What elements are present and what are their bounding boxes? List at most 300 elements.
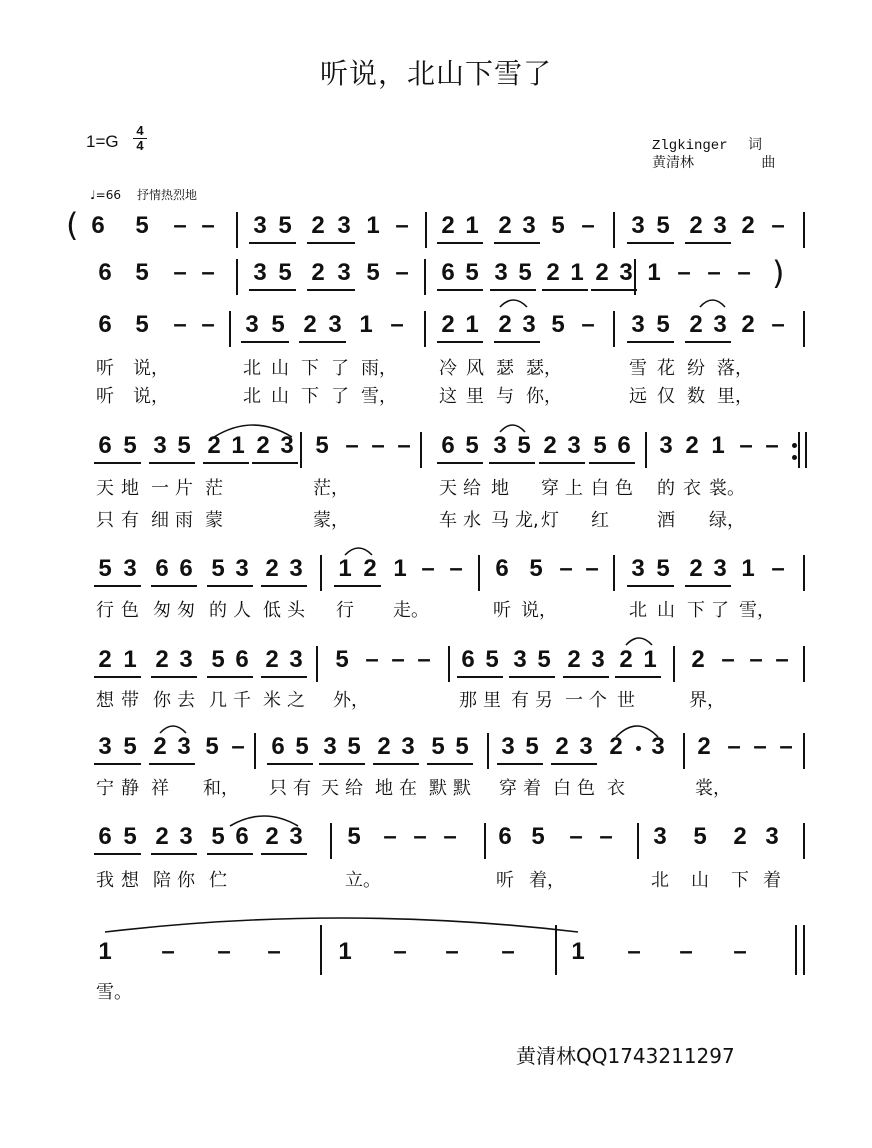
open-parenthesis: ( <box>66 206 79 244</box>
note: – <box>267 938 281 965</box>
composer-name: 黄清林 <box>652 156 694 172</box>
lyric-syllable: 色 <box>121 600 139 621</box>
note: 5 <box>211 646 225 673</box>
lyric-syllable: 花 <box>657 358 675 379</box>
note: – <box>771 212 785 239</box>
note: 5 <box>529 555 543 582</box>
lyric-syllable: 茫， <box>313 478 349 499</box>
lyric-syllable: 灯 <box>541 510 559 531</box>
note: 2 <box>311 212 325 239</box>
note: 3 <box>337 259 351 286</box>
note: – <box>201 212 215 239</box>
note: 2 <box>689 212 703 239</box>
note: 1 <box>465 311 479 338</box>
note: 6 <box>235 646 249 673</box>
lyric-syllable: 地 <box>491 478 509 499</box>
note: 6 <box>155 555 169 582</box>
lyric-syllable: 远 <box>629 386 647 407</box>
note: 5 <box>551 212 565 239</box>
lyric-syllable: 默 <box>453 778 471 799</box>
note: 2 <box>697 733 711 760</box>
note: 2 <box>691 646 705 673</box>
lyric-syllable: 酒 <box>657 510 675 531</box>
note: 5 <box>656 311 670 338</box>
lyric-syllable: 之 <box>287 690 305 711</box>
note: 2 <box>543 432 557 459</box>
lyric-syllable: 听 <box>493 600 511 621</box>
note: 5 <box>135 311 149 338</box>
note: 6 <box>441 432 455 459</box>
lyric-syllable: 里 <box>466 386 484 407</box>
note: 5 <box>465 259 479 286</box>
lyric-syllable: 山 <box>271 386 289 407</box>
lyric-syllable: 外， <box>333 690 369 711</box>
note: 6 <box>441 259 455 286</box>
lyric-syllable: 的 <box>209 600 227 621</box>
lyric-syllable: 听 <box>96 358 114 379</box>
note: – <box>417 646 431 673</box>
note: 5 <box>335 646 349 673</box>
lyric-syllable: 立。 <box>345 870 381 891</box>
lyric-syllable: 界， <box>689 690 725 711</box>
note: 2 <box>595 259 609 286</box>
note: 1 <box>571 938 585 965</box>
note: – <box>721 646 735 673</box>
note: – <box>173 311 187 338</box>
note: – <box>775 646 789 673</box>
note: 2 <box>689 555 703 582</box>
note: 3 <box>235 555 249 582</box>
lyric-syllable: 穿 <box>541 478 559 499</box>
note: 3 <box>765 823 779 850</box>
note: 2 <box>733 823 747 850</box>
note: – <box>371 432 385 459</box>
lyric-syllable: 几 <box>209 690 227 711</box>
note: 1 <box>647 259 661 286</box>
lyric-syllable: 说， <box>521 600 557 621</box>
lyric-syllable: 茫 <box>205 478 223 499</box>
note: 3 <box>713 555 727 582</box>
note: 5 <box>295 733 309 760</box>
note: 5 <box>485 646 499 673</box>
lyricist-name: Zlgkinger <box>652 138 728 154</box>
note: 6 <box>235 823 249 850</box>
note: 2 <box>155 646 169 673</box>
note: – <box>627 938 641 965</box>
note: 6 <box>271 733 285 760</box>
lyric-syllable: 听 <box>496 870 514 891</box>
note: 2 <box>153 733 167 760</box>
note: – <box>599 823 613 850</box>
lyric-syllable: 说， <box>133 358 169 379</box>
lyric-syllable: 雪 <box>629 358 647 379</box>
tempo-value: ♩=66 <box>90 188 121 202</box>
lyric-syllable: 蒙， <box>313 510 349 531</box>
note: – <box>749 646 763 673</box>
note: – <box>559 555 573 582</box>
slur-mark <box>500 300 527 307</box>
note: – <box>173 259 187 286</box>
key-signature: 1=G <box>86 132 119 151</box>
lyric-syllable: 里， <box>717 386 753 407</box>
note: – <box>585 555 599 582</box>
note: – <box>581 311 595 338</box>
note: 3 <box>631 555 645 582</box>
note: 5 <box>693 823 707 850</box>
time-signature-bottom: 4 <box>133 138 147 153</box>
note: 5 <box>177 432 191 459</box>
note: 1 <box>98 938 112 965</box>
lyric-syllable: 想 <box>96 690 114 711</box>
slur-mark <box>345 548 372 555</box>
note: 3 <box>493 432 507 459</box>
note: – <box>739 432 753 459</box>
note: 2 <box>441 212 455 239</box>
note: 6 <box>98 311 112 338</box>
note: – <box>581 212 595 239</box>
note: 2 <box>265 646 279 673</box>
note: 3 <box>253 259 267 286</box>
note: 1 <box>465 212 479 239</box>
note: 3 <box>123 555 137 582</box>
lyric-syllable: 北 <box>629 600 647 621</box>
lyric-syllable: 地 <box>121 478 139 499</box>
note: 3 <box>280 432 294 459</box>
lyric-syllable: 落， <box>717 358 753 379</box>
note: 2 <box>363 555 377 582</box>
lyric-syllable: 裳， <box>695 778 731 799</box>
lyric-syllable: 色 <box>577 778 595 799</box>
note: 5 <box>123 823 137 850</box>
note: – <box>707 259 721 286</box>
time-signature-top: 4 <box>136 123 144 138</box>
footer-contact: 黄清林QQ1743211297 <box>516 1044 735 1068</box>
lyric-syllable: 山 <box>271 358 289 379</box>
lyric-syllable: 山 <box>657 600 675 621</box>
note: 2 <box>498 311 512 338</box>
note: – <box>397 432 411 459</box>
lyric-syllable: 有 <box>121 510 139 531</box>
note: 5 <box>135 259 149 286</box>
lyric-syllable: 说， <box>133 386 169 407</box>
lyric-syllable: 低 <box>263 600 281 621</box>
note: 5 <box>431 733 445 760</box>
note: 6 <box>98 823 112 850</box>
note: – <box>413 823 427 850</box>
note: – <box>501 938 515 965</box>
note: – <box>569 823 583 850</box>
slur-mark <box>626 638 652 645</box>
note: 3 <box>323 733 337 760</box>
note: 2 <box>609 733 623 760</box>
lyric-syllable: 这 <box>439 386 457 407</box>
lyric-syllable: 你 <box>177 870 195 891</box>
note: – <box>395 212 409 239</box>
note: – <box>201 311 215 338</box>
lyric-syllable: 有 <box>293 778 311 799</box>
note: 1 <box>231 432 245 459</box>
note: 5 <box>518 259 532 286</box>
lyric-syllable: 匆 <box>153 600 171 621</box>
note: 3 <box>591 646 605 673</box>
lyric-syllable: 穿 <box>499 778 517 799</box>
page-title: 听说，北山下雪了 <box>319 57 552 90</box>
lyric-syllable: 在 <box>399 778 417 799</box>
lyric-syllable: 色 <box>615 478 633 499</box>
lyric-syllable: 与 <box>496 386 514 407</box>
lyric-syllable: 下 <box>731 870 749 891</box>
lyric-syllable: 祥 <box>151 778 169 799</box>
lyric-syllable: 着， <box>529 870 565 891</box>
lyric-syllable: 下 <box>301 358 319 379</box>
note: 2 <box>685 432 699 459</box>
note: 2 <box>689 311 703 338</box>
note: 2 <box>498 212 512 239</box>
note: – <box>421 555 435 582</box>
lyric-syllable: 一 <box>565 690 583 711</box>
lyric-syllable: 给 <box>463 478 481 499</box>
note: – <box>771 555 785 582</box>
note: – <box>449 555 463 582</box>
note: 3 <box>713 311 727 338</box>
note: 5 <box>135 212 149 239</box>
lyric-syllable: 了 <box>331 386 349 407</box>
note: 5 <box>593 432 607 459</box>
note: 2 <box>619 646 633 673</box>
lyric-syllable: 的 <box>657 478 675 499</box>
slur-mark <box>105 918 578 932</box>
lyric-syllable: 白 <box>553 778 571 799</box>
lyric-syllable: 数 <box>687 386 705 407</box>
note: 5 <box>211 823 225 850</box>
lyric-syllable: 雪。 <box>96 982 132 1003</box>
slur-mark <box>500 425 525 432</box>
note: – <box>201 259 215 286</box>
lyric-syllable: 雪， <box>739 600 775 621</box>
lyric-syllable: 雨， <box>361 358 397 379</box>
lyric-syllable: 马 <box>491 510 509 531</box>
lyric-syllable: 行 <box>96 600 114 621</box>
lyric-syllable: 白 <box>591 478 609 499</box>
note: 6 <box>495 555 509 582</box>
note: – <box>161 938 175 965</box>
note: 2 <box>256 432 270 459</box>
note: 2 <box>303 311 317 338</box>
note: – <box>771 311 785 338</box>
note: 6 <box>98 259 112 286</box>
note: – <box>395 259 409 286</box>
note: 2 <box>377 733 391 760</box>
note: 2 <box>265 823 279 850</box>
note: 3 <box>653 823 667 850</box>
lyric-syllable: 另 <box>535 690 553 711</box>
note: 3 <box>177 733 191 760</box>
lyric-syllable: 北 <box>651 870 669 891</box>
note: 5 <box>347 733 361 760</box>
lyric-syllable: 仅 <box>657 386 675 407</box>
note: 5 <box>455 733 469 760</box>
lyric-syllable: 车 <box>439 510 457 531</box>
lyric-syllable: 地 <box>375 778 393 799</box>
lyric-syllable: 风 <box>466 358 484 379</box>
lyric-syllable: 只 <box>269 778 287 799</box>
lyric-syllable: 了 <box>331 358 349 379</box>
lyric-syllable: 裳。 <box>709 478 745 499</box>
note: 1 <box>741 555 755 582</box>
note: – <box>173 212 187 239</box>
lyric-syllable: 龙, <box>515 510 539 531</box>
note: – <box>733 938 747 965</box>
expression-marking: 抒情热烈地 <box>136 188 197 202</box>
lyric-syllable: 千 <box>233 690 251 711</box>
lyric-syllable: 听 <box>96 386 114 407</box>
note: 6 <box>179 555 193 582</box>
note: 5 <box>278 212 292 239</box>
note: 1 <box>338 938 352 965</box>
note: 5 <box>537 646 551 673</box>
note: 3 <box>619 259 633 286</box>
note: – <box>727 733 741 760</box>
note: 3 <box>98 733 112 760</box>
lyric-syllable: 一 <box>151 478 169 499</box>
note: – <box>737 259 751 286</box>
note: 5 <box>271 311 285 338</box>
lyric-syllable: 绿， <box>709 510 745 531</box>
slur-mark <box>616 726 658 737</box>
lyric-syllable: 红 <box>591 510 609 531</box>
note: 2 <box>546 259 560 286</box>
lyric-syllable: 瑟， <box>526 358 562 379</box>
note: 2 <box>155 823 169 850</box>
lyric-syllable: 去 <box>177 690 195 711</box>
note: 2 <box>567 646 581 673</box>
lyric-syllable: 衣 <box>683 478 701 499</box>
note: 2 <box>311 259 325 286</box>
note: 5 <box>278 259 292 286</box>
note: 5 <box>366 259 380 286</box>
note: 5 <box>211 555 225 582</box>
note: 3 <box>289 823 303 850</box>
note: 3 <box>659 432 673 459</box>
note: – <box>231 733 245 760</box>
lyric-syllable: 行 <box>336 600 354 621</box>
lyric-syllable: 静 <box>121 778 139 799</box>
note: – <box>390 311 404 338</box>
lyric-syllable: 和， <box>203 778 239 799</box>
note: 5 <box>123 432 137 459</box>
note: 2 <box>441 311 455 338</box>
note: 5 <box>123 733 137 760</box>
note: 3 <box>501 733 515 760</box>
lyric-syllable: 陪 <box>153 870 171 891</box>
note: – <box>217 938 231 965</box>
lyric-syllable: 纷 <box>687 358 705 379</box>
lyric-syllable: 着 <box>763 870 781 891</box>
lyric-syllable: 米 <box>263 690 281 711</box>
note: – <box>679 938 693 965</box>
note: 6 <box>98 432 112 459</box>
lyric-syllable: 衣 <box>607 778 625 799</box>
note: 3 <box>567 432 581 459</box>
note: 2 <box>98 646 112 673</box>
lyric-syllable: 上 <box>565 478 583 499</box>
lyric-syllable: 了 <box>711 600 729 621</box>
note: 3 <box>401 733 415 760</box>
note: 3 <box>253 212 267 239</box>
lyric-syllable: 个 <box>589 690 607 711</box>
note: 5 <box>315 432 329 459</box>
note: 5 <box>525 733 539 760</box>
note: 3 <box>513 646 527 673</box>
note: 3 <box>179 646 193 673</box>
note: 3 <box>289 646 303 673</box>
note: 1 <box>366 212 380 239</box>
note: 5 <box>656 555 670 582</box>
note: 5 <box>551 311 565 338</box>
note: 5 <box>656 212 670 239</box>
note: 3 <box>328 311 342 338</box>
lyric-syllable: 北 <box>243 386 261 407</box>
note: 2 <box>207 432 221 459</box>
lyric-syllable: 给 <box>345 778 363 799</box>
lyric-syllable: 水 <box>463 510 481 531</box>
note: 3 <box>494 259 508 286</box>
lyric-syllable: 瑟 <box>496 358 514 379</box>
lyric-syllable: 下 <box>301 386 319 407</box>
note: 3 <box>179 823 193 850</box>
note: 1 <box>570 259 584 286</box>
lyric-syllable: 走。 <box>393 600 429 621</box>
slur-mark <box>160 726 186 733</box>
lyric-syllable: 天 <box>321 778 339 799</box>
lyric-syllable: 片 <box>175 478 193 499</box>
note: 3 <box>631 311 645 338</box>
note: 6 <box>617 432 631 459</box>
note: 6 <box>498 823 512 850</box>
note: 5 <box>531 823 545 850</box>
note: 5 <box>517 432 531 459</box>
lyric-syllable: 匆 <box>177 600 195 621</box>
slur-mark <box>214 425 292 437</box>
lyric-syllable: 想 <box>121 870 139 891</box>
note: – <box>393 938 407 965</box>
note: 3 <box>522 212 536 239</box>
note: 2 <box>741 212 755 239</box>
note: – <box>365 646 379 673</box>
note: – <box>445 938 459 965</box>
note: – <box>677 259 691 286</box>
lyric-syllable: 天 <box>96 478 114 499</box>
lyric-syllable: 有 <box>511 690 529 711</box>
lyric-syllable: 伫 <box>209 870 227 891</box>
note: 1 <box>643 646 657 673</box>
slur-mark <box>700 300 725 307</box>
lyric-syllable: 你 <box>153 690 171 711</box>
lyric-syllable: 山 <box>691 870 709 891</box>
lyric-syllable: 那 <box>459 690 477 711</box>
note: – <box>753 733 767 760</box>
note: 3 <box>579 733 593 760</box>
note: 2 <box>741 311 755 338</box>
lyricist-role: 词 <box>748 137 762 153</box>
note: – <box>443 823 457 850</box>
lyric-syllable: 下 <box>687 600 705 621</box>
note: 1 <box>359 311 373 338</box>
note: – <box>383 823 397 850</box>
lyric-syllable: 世 <box>617 690 635 711</box>
lyric-syllable: 宁 <box>96 778 114 799</box>
note: 1 <box>711 432 725 459</box>
